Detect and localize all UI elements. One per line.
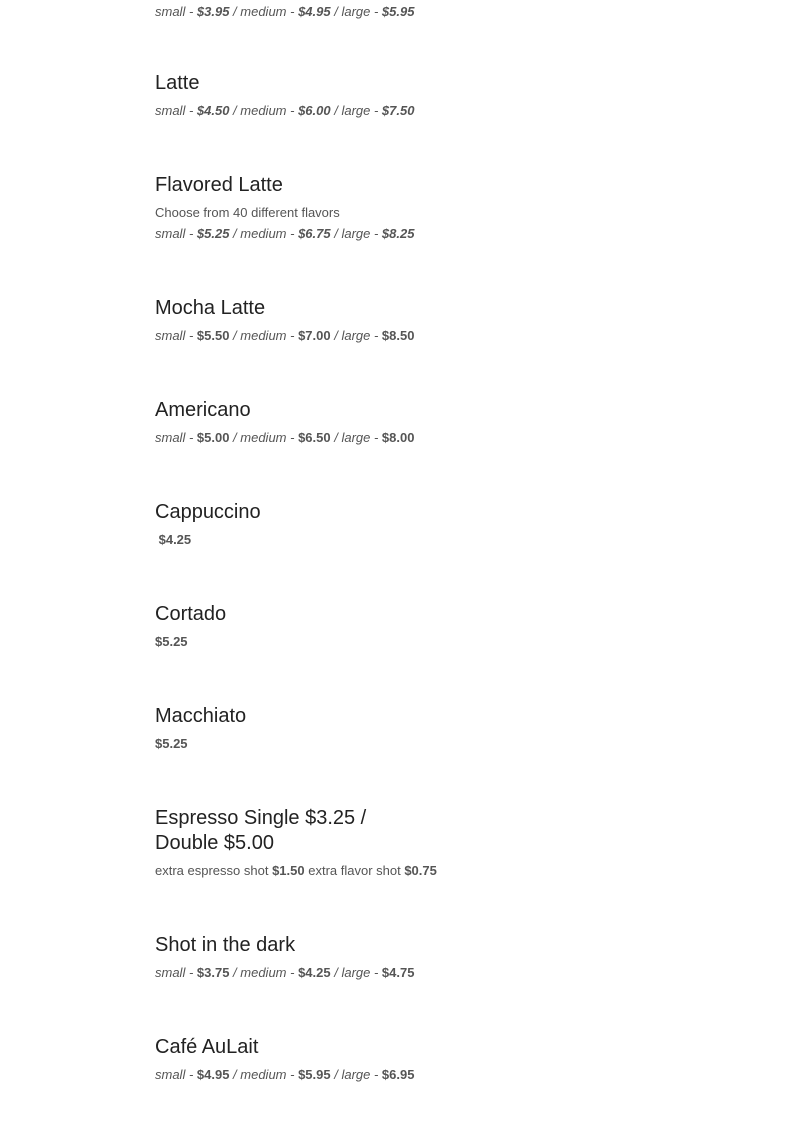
- price: $7.50: [381, 103, 415, 118]
- price: $5.25: [155, 736, 188, 751]
- item-description: Choose from 40 different flavors: [155, 205, 340, 220]
- item-name: Cappuccino: [155, 501, 261, 523]
- extra-label: extra espresso shot: [155, 863, 273, 878]
- menu-item: [155, 173, 465, 243]
- menu-item: [155, 1035, 465, 1084]
- price-line: [155, 327, 465, 345]
- price: $8.25: [381, 226, 415, 241]
- size-label: / medium -: [229, 1067, 299, 1082]
- size-label: small -: [155, 226, 197, 241]
- size-label: / large -: [330, 4, 382, 19]
- price: $4.50: [196, 103, 230, 118]
- price: $4.95: [298, 4, 331, 19]
- size-label: small -: [155, 430, 197, 445]
- price-line: [155, 225, 465, 243]
- menu-item: [155, 704, 465, 753]
- price: $3.75: [196, 965, 230, 980]
- price: $5.25: [155, 634, 188, 649]
- size-label: / medium -: [229, 4, 299, 19]
- menu-item: [155, 602, 465, 651]
- item-name: Americano: [155, 399, 251, 421]
- menu-item: [155, 296, 465, 345]
- price: $5.50: [196, 328, 230, 343]
- price: $4.25: [155, 532, 192, 547]
- price: $8.50: [381, 328, 415, 343]
- price: $4.25: [298, 965, 331, 980]
- menu-item: [155, 806, 437, 880]
- price: $5.00: [196, 430, 230, 445]
- menu-item: [155, 933, 465, 982]
- price: $6.50: [298, 430, 331, 445]
- price-line: [155, 429, 465, 447]
- size-label: / large -: [330, 1067, 382, 1082]
- size-label: / medium -: [229, 226, 299, 241]
- size-label: / medium -: [229, 328, 299, 343]
- price: $6.00: [298, 103, 331, 118]
- menu-item: [155, 398, 465, 447]
- price: $6.75: [298, 226, 331, 241]
- size-label: / large -: [330, 430, 382, 445]
- menu-item: [155, 500, 465, 549]
- size-label: small -: [155, 965, 197, 980]
- price-line: [155, 3, 414, 21]
- item-name: Macchiato: [155, 705, 247, 727]
- size-label: small -: [155, 328, 197, 343]
- item-name: Shot in the dark: [155, 934, 296, 956]
- extra-label: extra flavor shot: [304, 863, 405, 878]
- price: $4.75: [381, 965, 415, 980]
- size-label: / medium -: [229, 965, 299, 980]
- size-label: small -: [155, 4, 197, 19]
- price: $5.95: [298, 1067, 331, 1082]
- size-label: / large -: [330, 103, 382, 118]
- price: $7.00: [298, 328, 331, 343]
- price: $0.75: [404, 863, 437, 878]
- price: $4.95: [196, 1067, 230, 1082]
- extras-line: [155, 862, 437, 880]
- menu-item: [155, 71, 465, 120]
- size-label: / medium -: [229, 430, 299, 445]
- price: $5.95: [381, 4, 415, 19]
- price-line: [155, 964, 465, 982]
- item-name: Flavored Latte: [155, 174, 283, 196]
- price: $6.95: [381, 1067, 415, 1082]
- price: $8.00: [381, 430, 415, 445]
- price: $5.25: [196, 226, 230, 241]
- size-label: / large -: [330, 965, 382, 980]
- size-label: / large -: [330, 226, 382, 241]
- price-line: [155, 102, 465, 120]
- price: $1.50: [272, 863, 305, 878]
- size-label: / large -: [330, 328, 382, 343]
- item-name: Latte: [155, 72, 200, 94]
- price-line: [155, 1066, 465, 1084]
- size-label: small -: [155, 1067, 197, 1082]
- item-name: Mocha Latte: [155, 297, 266, 319]
- item-name: Espresso Single $3.25 / Double $5.00: [155, 807, 367, 854]
- price: $3.95: [196, 4, 230, 19]
- item-name: Café AuLait: [155, 1036, 259, 1058]
- item-name: Cortado: [155, 603, 227, 625]
- size-label: small -: [155, 103, 197, 118]
- size-label: / medium -: [229, 103, 299, 118]
